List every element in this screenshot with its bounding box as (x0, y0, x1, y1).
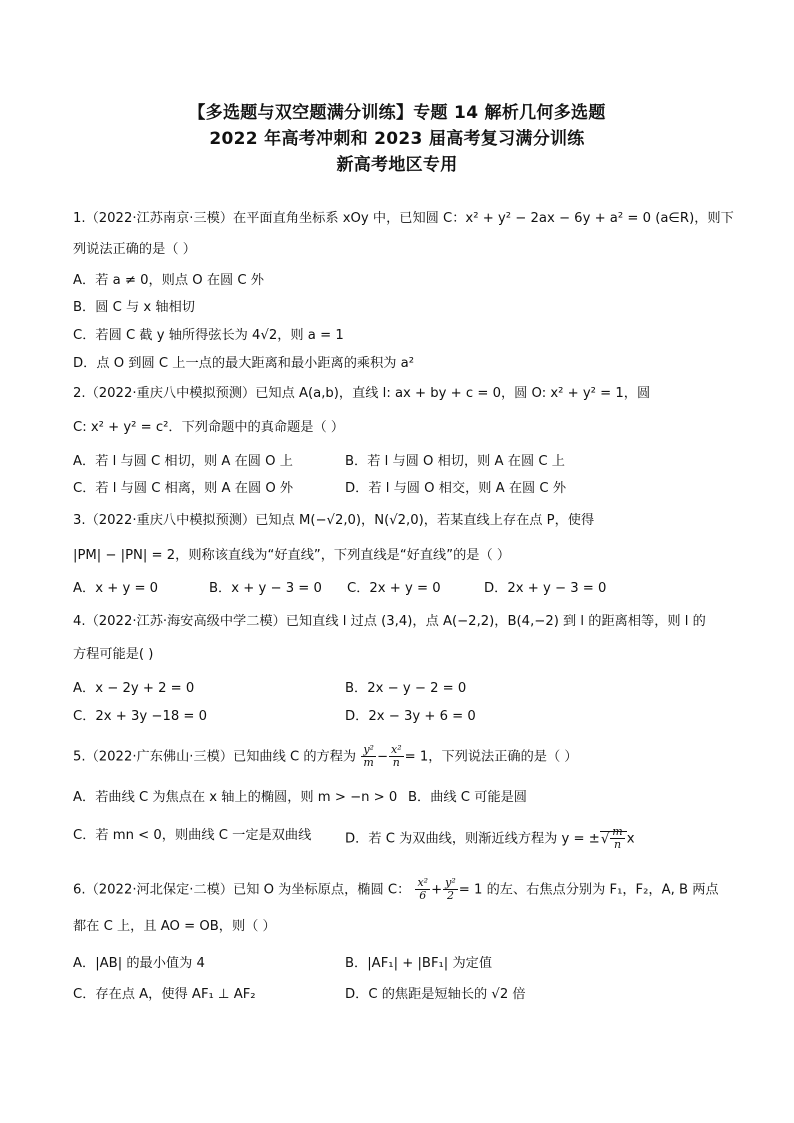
q3-option-b: B．x + y − 3 = 0 (209, 581, 322, 596)
q5-option-a: A．若曲线 C 为焦点在 x 轴上的椭圆，则 m > −n > 0 (73, 790, 398, 805)
q1-stem-line-2: 列说法正确的是（ ） (73, 242, 196, 257)
q3-stem-line-1: 3.（2022·重庆八中模拟预测）已知点 M(−√2,0)，N(√2,0)，若某直线上存在点 P，使得 (73, 513, 595, 528)
q6-option-b: B．|AF₁| + |BF₁| 为定值 (345, 956, 493, 971)
q3-option-d: D．2x + y − 3 = 0 (484, 581, 607, 596)
q1-stem-line-1: 1.（2022·江苏南京·三模）在平面直角坐标系 xOy 中，已知圆 C：x² + y² − 2ax − 6y + a² = 0 (a∈R)，则下 (73, 211, 734, 226)
q6-option-row-1 (73, 954, 493, 974)
q2-option-b: B．若 l 与圆 O 相切，则 A 在圆 C 上 (345, 454, 565, 469)
q5-option-b: B．曲线 C 可能是圆 (408, 790, 527, 805)
q5-fraction-y-denominator: m (363, 756, 374, 769)
q4-option-a: A．x − 2y + 2 = 0 (73, 681, 195, 696)
q1-option-a: A．若 a ≠ 0，则点 O 在圆 C 外 (73, 273, 264, 288)
title-line-2: 2022 年高考冲刺和 2023 届高考复习满分训练 (209, 129, 585, 149)
q2-option-c: C．若 l 与圆 C 相离，则 A 在圆 O 外 (73, 481, 294, 496)
q6-fraction-x-numerator: x² (417, 876, 429, 889)
q1-option-d: D．点 O 到圆 C 上一点的最大距离和最小距离的乘积为 a² (73, 356, 415, 371)
q2-stem-line-1: 2.（2022·重庆八中模拟预测）已知点 A(a,b)，直线 l: ax + by + c = 0，圆 O: x² + y² = 1，圆 (73, 386, 651, 401)
q4-option-row-2 (73, 707, 476, 727)
q6-stem-part-2: = 1 的左、右焦点分别为 F₁，F₂，A, B 两点 (458, 882, 719, 898)
q5-fraction-y-numerator: y² (363, 743, 374, 756)
q6-option-row-2 (73, 985, 526, 1005)
q5-fraction-x-numerator: x² (391, 743, 402, 756)
q5-stem: 5.（2022·广东佛山·三模）已知曲线 C 的方程为 $\frac{\text{y²}}{m}$ − $\frac{\text{x²}}{n}$ = 1，下列说法正确的是（ ） (73, 743, 578, 769)
q6-fraction-y (443, 877, 458, 902)
q5-option-d-numerator: m (612, 825, 623, 838)
q4-option-b: B．2x − y − 2 = 0 (345, 681, 467, 696)
q6-option-d: D．C 的焦距是短轴长的 √2 倍 (345, 987, 526, 1002)
q4-option-d: D．2x − 3y + 6 = 0 (345, 709, 476, 724)
q2-option-row-1 (73, 452, 565, 472)
q5-equals: = 1 (404, 749, 429, 765)
q6-stem-line-1: 6.（2022·河北保定·二模）已知 O 为坐标原点，椭圆 C： $\frac{\text{x²}}{6}$ + $\frac{\text{y²}}{2}$ = 1 的左、右焦点分别为 F₁，F₂，A, B 两点 (73, 876, 719, 902)
q5-fraction-x-denominator: n (392, 756, 400, 769)
q6-fraction-x-denominator: 6 (419, 889, 427, 902)
q6-stem-line-2: 都在 C 上，且 AO = OB，则（ ） (73, 919, 276, 934)
q5-option-d (345, 826, 635, 851)
q6-fraction-x (415, 877, 430, 902)
q2-option-d: D．若 l 与圆 O 相交，则 A 在圆 C 外 (345, 481, 567, 496)
q5-option-d-sqrt: √ $\frac{m}{n}$ (600, 831, 627, 847)
title-line-3: 新高考地区专用 (336, 155, 458, 175)
q4-stem-line-1: 4.（2022·江苏·海安高级中学二模）已知直线 l 过点 (3,4)，点 A(−2,2)，B(4,−2) 到 l 的距离相等，则 l 的 (73, 614, 706, 629)
q3-option-c: C．2x + y = 0 (347, 581, 441, 596)
q5-option-d-text: D．若 C 为双曲线，则渐近线方程为 y = ± (345, 831, 600, 847)
q3-stem-line-2: |PM| − |PN| = 2，则称该直线为“好直线”，下列直线是“好直线”的是（ ） (73, 548, 511, 563)
q6-stem-part-1: 6.（2022·河北保定·二模）已知 O 为坐标原点，椭圆 C： (73, 882, 411, 898)
q1-option-c: C．若圆 C 截 y 轴所得弦长为 4√2，则 a = 1 (73, 328, 344, 343)
q5-stem-part-1: 5.（2022·广东佛山·三模）已知曲线 C 的方程为 (73, 749, 357, 765)
q5-option-row-1 (73, 788, 527, 808)
q5-fraction-x (389, 744, 404, 769)
q6-option-c: C．存在点 A，使得 AF₁ ⊥ AF₂ (73, 987, 256, 1002)
q5-option-d-denominator: n (613, 838, 622, 851)
q6-fraction-y-denominator: 2 (446, 889, 454, 902)
title-line-1: 【多选题与双空题满分训练】专题 14 解析几何多选题 (188, 103, 606, 123)
q5-stem-part-2: ，下列说法正确的是（ ） (428, 749, 578, 765)
q3-option-row (73, 579, 607, 599)
q6-option-a: A．|AB| 的最小值为 4 (73, 956, 205, 971)
q1-option-b: B．圆 C 与 x 轴相切 (73, 300, 195, 315)
q5-option-row-2 (73, 825, 635, 851)
q5-option-c: C．若 mn < 0，则曲线 C 一定是双曲线 (73, 828, 312, 843)
q4-option-c: C．2x + 3y −18 = 0 (73, 709, 208, 724)
q2-option-a: A．若 l 与圆 C 相切，则 A 在圆 O 上 (73, 454, 293, 469)
q2-stem-line-2: C: x² + y² = c²．下列命题中的真命题是（ ） (73, 420, 345, 435)
q3-option-a: A．x + y = 0 (73, 581, 159, 596)
q6-fraction-y-numerator: y² (445, 876, 456, 889)
q4-option-row-1 (73, 679, 467, 699)
q5-option-d-x: x (626, 831, 635, 847)
q2-option-row-2 (73, 479, 567, 499)
q5-fraction-y (361, 744, 376, 769)
q4-stem-line-2: 方程可能是( ) (73, 647, 154, 662)
